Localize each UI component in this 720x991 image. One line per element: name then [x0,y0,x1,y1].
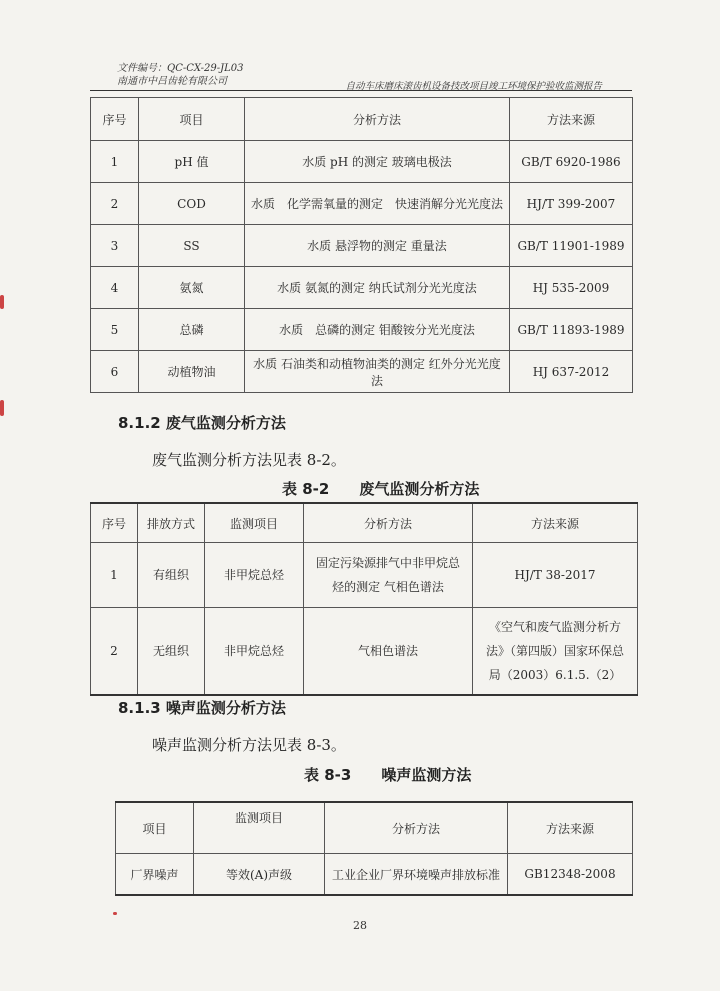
col-header: 排放方式 [138,503,205,543]
table-row [91,183,633,225]
table-row [91,267,633,309]
cell: 水质 石油类和动植物油类的测定 红外分光光度法 [245,351,510,393]
page-number: 28 [353,919,367,932]
section-title-8-1-3: 8.1.3 噪声监测分析方法 [118,699,286,717]
cell: 1 [91,141,139,183]
table-row [91,309,633,351]
col-header: 分析方法 [325,802,508,854]
cell: 固定污染源排气中非甲烷总烃的测定 气相色谱法 [304,543,473,608]
cell: 2 [91,608,138,696]
table-row [91,141,633,183]
col-header: 项目 [139,98,245,141]
col-header: 监测项目 [194,802,325,854]
table-row [91,351,633,393]
gas-methods-table [90,502,638,696]
noise-methods-table [115,801,633,896]
cell: 水质 氨氮的测定 纳氏试剂分光光度法 [245,267,510,309]
cell: 等效(A)声级 [194,854,325,896]
header-left [117,62,244,88]
table-row [116,854,633,896]
col-header: 分析方法 [245,98,510,141]
table-row [91,543,638,608]
cell: GB/T 11901-1989 [510,225,633,267]
cell: 水质 总磷的测定 钼酸铵分光光度法 [245,309,510,351]
cell: 1 [91,543,138,608]
cell: 4 [91,267,139,309]
col-header: 项目 [116,802,194,854]
cell: 水质 pH 的测定 玻璃电极法 [245,141,510,183]
scan-mark [113,912,117,915]
col-header: 监测项目 [205,503,304,543]
cell: GB/T 11893-1989 [510,309,633,351]
header-rule [90,90,632,91]
cell: COD [139,183,245,225]
report-title: 自动车床磨床滚齿机设备技改项目竣工环境保护验收监测报告 [345,81,602,92]
cell: 6 [91,351,139,393]
cell: GB/T 6920-1986 [510,141,633,183]
table-row [91,608,638,696]
cell: 2 [91,183,139,225]
col-header: 序号 [91,503,138,543]
cell: GB12348-2008 [508,854,633,896]
cell: 非甲烷总烃 [205,543,304,608]
cell: HJ/T 399-2007 [510,183,633,225]
table-caption: 表 8-2 废气监测分析方法 [282,480,480,498]
cell: 总磷 [139,309,245,351]
cell: 5 [91,309,139,351]
company-name: 南通市中吕齿轮有限公司 [117,76,227,87]
cell: pH 值 [139,141,245,183]
cell: 非甲烷总烃 [205,608,304,696]
col-header: 方法来源 [508,802,633,854]
table-row [91,225,633,267]
table-header-row [116,802,633,854]
cell: 《空气和废气监测分析方法》（第四版）国家环保总局（2003）6.1.5.（2） [473,608,638,696]
cell: SS [139,225,245,267]
water-methods-table [90,97,633,393]
paragraph: 噪声监测分析方法见表 8-3。 [152,736,346,754]
cell: 水质 化学需氧量的测定 快速消解分光光度法 [245,183,510,225]
col-header: 序号 [91,98,139,141]
cell: 无组织 [138,608,205,696]
table-header-row [91,503,638,543]
section-title-8-1-2: 8.1.2 废气监测分析方法 [118,414,286,432]
cell: 有组织 [138,543,205,608]
cell: HJ/T 38-2017 [473,543,638,608]
col-header: 方法来源 [473,503,638,543]
cell: 气相色谱法 [304,608,473,696]
table-caption: 表 8-3 噪声监测方法 [304,766,472,784]
cell: 工业企业厂界环境噪声排放标准 [325,854,508,896]
cell: HJ 637-2012 [510,351,633,393]
doc-number: 文件编号：QC-CX-29-JL03 [117,63,244,74]
cell: 氨氮 [139,267,245,309]
scan-mark [0,295,4,309]
cell: 3 [91,225,139,267]
cell: 水质 悬浮物的测定 重量法 [245,225,510,267]
cell: HJ 535-2009 [510,267,633,309]
paragraph: 废气监测分析方法见表 8-2。 [152,451,346,469]
col-header: 分析方法 [304,503,473,543]
col-header: 方法来源 [510,98,633,141]
cell: 动植物油 [139,351,245,393]
scan-mark [0,400,4,416]
table-header-row [91,98,633,141]
cell: 厂界噪声 [116,854,194,896]
